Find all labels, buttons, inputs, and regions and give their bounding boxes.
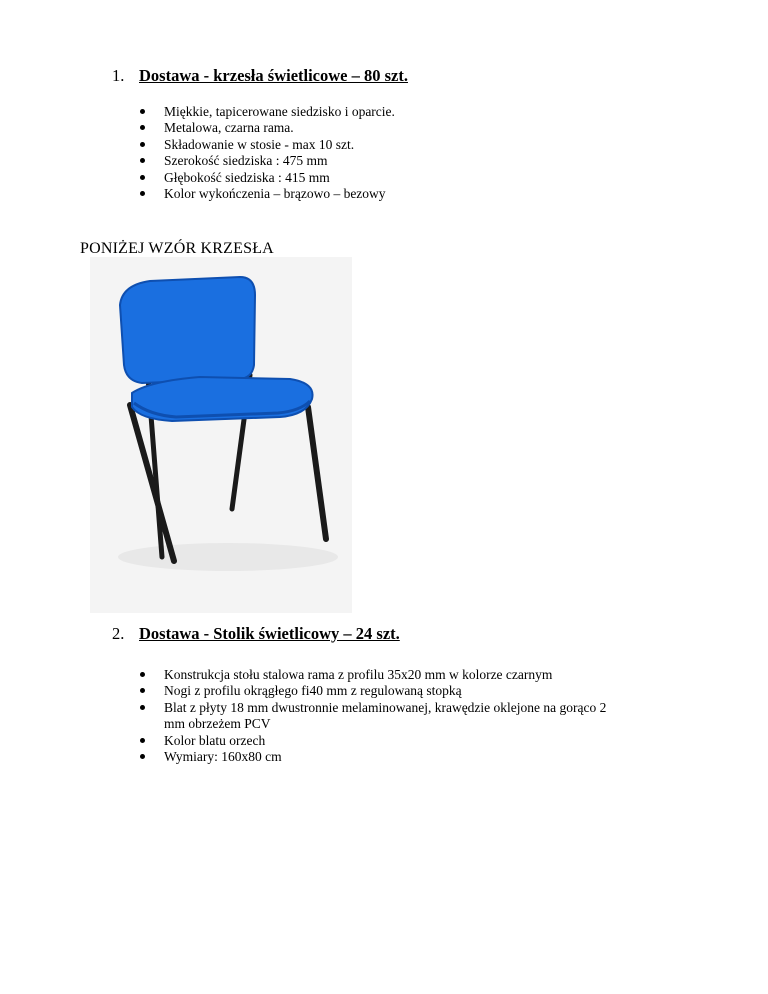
section-1-heading bbox=[112, 66, 408, 86]
bullet-icon bbox=[140, 672, 145, 677]
section-2-number: 2. bbox=[112, 624, 125, 643]
section-2-heading bbox=[112, 624, 400, 644]
bullet-icon bbox=[140, 158, 145, 163]
list-item: Kolor wykończenia – brązowo – bezowy bbox=[164, 186, 395, 202]
bullet-icon bbox=[140, 109, 145, 114]
sample-heading: PONIŻEJ WZÓR KRZESŁA bbox=[80, 240, 274, 257]
bullet-icon bbox=[140, 125, 145, 130]
list-item: Nogi z profilu okrągłego fi40 mm z regulowaną stopką bbox=[164, 683, 606, 699]
list-item: Kolor blatu orzech bbox=[164, 733, 606, 749]
section-1-list bbox=[164, 104, 395, 202]
bullet-icon bbox=[140, 738, 145, 743]
list-item: Głębokość siedziska : 415 mm bbox=[164, 170, 395, 186]
section-1-number: 1. bbox=[112, 66, 125, 85]
list-item: Konstrukcja stołu stalowa rama z profilu 35x20 mm w kolorze czarnym bbox=[164, 667, 606, 683]
bullet-icon bbox=[140, 705, 145, 710]
bullet-icon bbox=[140, 191, 145, 196]
bullet-icon bbox=[140, 175, 145, 180]
list-item: Blat z płyty 18 mm dwustronnie melaminowanej, krawędzie oklejone na gorąco 2 bbox=[164, 700, 606, 716]
bullet-icon bbox=[140, 754, 145, 759]
chair-backrest bbox=[120, 277, 255, 383]
bullet-icon bbox=[140, 142, 145, 147]
list-item: Metalowa, czarna rama. bbox=[164, 120, 395, 136]
bullet-icon bbox=[140, 688, 145, 693]
list-item: Szerokość siedziska : 475 mm bbox=[164, 153, 395, 169]
list-item: Wymiary: 160x80 cm bbox=[164, 749, 606, 765]
list-item: Składowanie w stosie - max 10 szt. bbox=[164, 137, 395, 153]
section-2-title: Dostawa - Stolik świetlicowy – 24 szt. bbox=[139, 624, 400, 643]
chair-shadow bbox=[118, 543, 338, 571]
chair-photo bbox=[90, 257, 352, 613]
list-item-continuation: mm obrzeżem PCV bbox=[164, 716, 271, 732]
section-2-list bbox=[164, 667, 606, 765]
list-item: Miękkie, tapicerowane siedzisko i oparcie. bbox=[164, 104, 395, 120]
section-1-title: Dostawa - krzesła świetlicowe – 80 szt. bbox=[139, 66, 408, 85]
